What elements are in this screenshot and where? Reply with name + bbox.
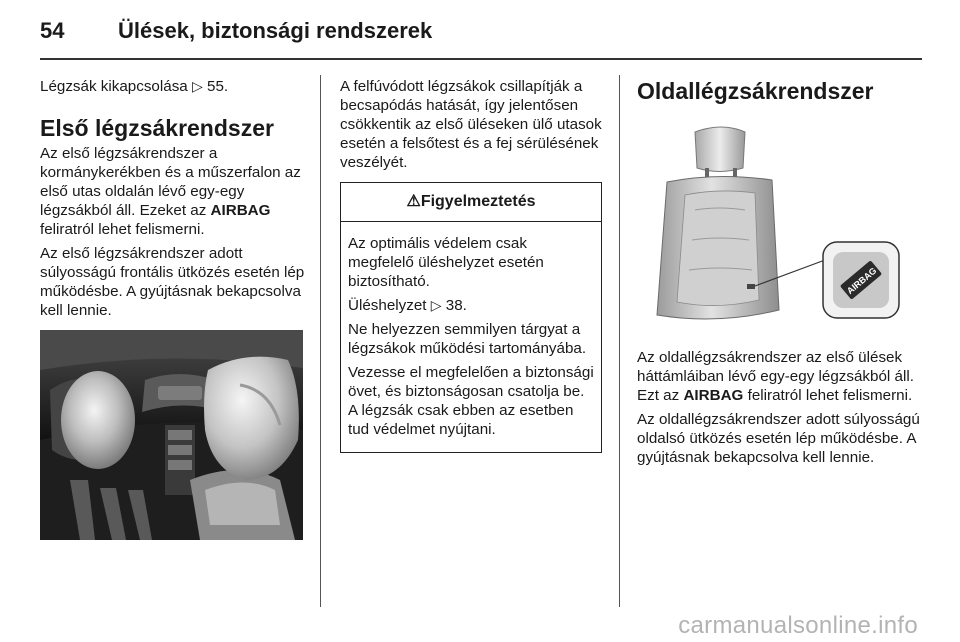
- warning-title: Figyelmeztetés: [420, 193, 536, 210]
- side-airbag-heading: Oldallégzsákrendszer: [637, 78, 874, 104]
- page-ref-number[interactable]: 55.: [207, 78, 229, 95]
- column-3: [637, 77, 927, 472]
- warning-paragraph-3: Ne helyezzen semmilyen tárgyat a légzsákok működési tartományába.: [348, 321, 587, 357]
- page-ref-arrow-icon[interactable]: ▷: [191, 78, 203, 94]
- page-number: 54: [40, 18, 65, 43]
- warning-body: [341, 222, 601, 452]
- side-airbag-paragraph-1: [637, 348, 927, 405]
- front-airbag-illustration: [40, 330, 303, 540]
- paragraph-text: Az oldallégzsákrendszer az első ülések háttámláiban lévő egy-egy légzsákból áll. Ezt az: [637, 349, 914, 404]
- front-airbag-paragraph-2: Az első légzsákrendszer adott súlyosságú frontális ütközés esetén lép működésbe. A gyújtásnak bekapcsolva kell lennie.: [40, 245, 305, 319]
- page-header: [40, 18, 920, 50]
- page-ref-arrow-icon[interactable]: ▷: [430, 297, 442, 313]
- warning-header: [341, 183, 601, 222]
- airbag-label-text: AIRBAG: [210, 202, 271, 219]
- watermark-text: carmanualsonline.info: [678, 612, 918, 639]
- paragraph-text: feliratról lehet felismerni.: [40, 221, 205, 238]
- airbag-label-text: AIRBAG: [683, 387, 744, 404]
- airbag-effect-paragraph: A felfúvódott légzsákok csillapítják a becsapódás hatását, így jelentősen csökkentik az első üléseken ülő utasok esetén a felsőtest és a fej sérülésének veszélyét.: [340, 78, 602, 171]
- header-title: Ülések, biztonsági rendszerek: [118, 18, 433, 43]
- header-rule: [40, 58, 922, 60]
- airbag-deactivation-ref: [40, 77, 312, 96]
- warning-box: [340, 182, 602, 453]
- side-airbag-seat-illustration: [637, 120, 900, 330]
- airbag-label-text: AIRBAG: [844, 265, 879, 297]
- warning-seat-position-ref: [348, 296, 595, 315]
- ref-text: Légzsák kikapcsolása: [40, 78, 188, 95]
- warning-icon: ⚠: [406, 193, 421, 210]
- warning-paragraph-4: Vezesse el megfelelően a biztonsági övet, és biztonságosan csatolja be. A légzsák csak ebben az esetben tud védelmet nyújtani.: [348, 364, 594, 438]
- front-airbag-paragraph-1: [40, 144, 312, 239]
- column-1: [40, 77, 312, 540]
- ref-text: Üléshelyzet: [348, 297, 427, 314]
- side-airbag-paragraph-2: Az oldallégzsákrendszer adott súlyosságú oldalsó ütközés esetén lép működésbe. A gyújtásnak bekapcsolva kell lennie.: [637, 411, 920, 466]
- column-2: [340, 77, 602, 453]
- paragraph-text: feliratról lehet felismerni.: [747, 387, 913, 404]
- column-divider-1: [320, 75, 321, 607]
- column-divider-2: [619, 75, 620, 607]
- paragraph-text: Az első légzsákrendszer a kormánykerékben és a műszerfalon az első utas oldalán lévő egy-egy légzsákból áll. Ezeket az: [40, 145, 301, 219]
- page-ref-number[interactable]: 38.: [445, 297, 467, 314]
- front-airbag-heading: Első légzsákrendszer: [40, 115, 274, 141]
- warning-paragraph-1: Az optimális védelem csak megfelelő üléshelyzet esetén biztosítható.: [348, 235, 544, 290]
